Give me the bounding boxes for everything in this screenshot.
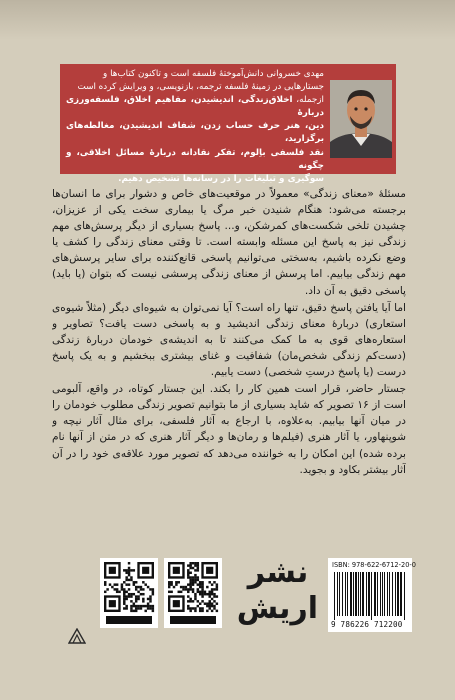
author-portrait-icon [330,80,392,158]
author-book-list: نقد فلسفی باِلوم، تفکر نقادانه دربارهٔ مسائل اخلاقی، و چگونه [66,147,324,171]
barcode-digits: 9 786226 712200 [331,620,403,629]
qr-code-b [164,558,222,628]
isbn-label: ISBN: 978-622-6712-20-0 [332,561,416,569]
qr-code-icon [100,558,158,628]
publisher-name-line2: اریش [236,591,318,626]
qr-code-a [100,558,158,628]
author-bio-line [66,173,324,186]
author-bio-line [66,120,324,146]
isbn-barcode [328,558,416,632]
publisher-name-line1: نشر [247,555,309,590]
shelf-shadow [0,0,455,40]
author-bio-line: مهدی خسروانی دانش‌آموختهٔ فلسفه است و تاکنون کتاب‌ها و [103,69,324,79]
author-photo [330,80,392,158]
blurb-paragraph-3: جستار حاضر، قرار است همین کار را بکند. این جستار کوتاه، در واقع، آلبومی است از ۱۶ تصویر که شاید بسیاری از ما بتوانیم تصویر زندگی مطلوب خودمان را در میان آنها بیابیم. به‌علاوه، با ارجاع به آثار فلسفی، برای مثال آثار نیچه و شوپنهاور، یا آثار هنری (فیلم‌ها و رمان‌ها و دیگر آثار هنری که در متن از آنها نام برده شده) این امکان را به خواننده می‌دهد که تصویر مورد علاقه‌ی خود را در آن آثار بیشتر بکاود و بجوید. [52,383,406,476]
author-book-list: دین، هنر حرف حساب زدن، شفاف اندیشیدن، مغالطه‌های برگزارید، [66,121,324,145]
author-bio-line: جستارهایی در زمینهٔ فلسفه ترجمه، بازنویسی، و ویرایش کرده است [77,82,324,93]
author-bio-line [66,147,324,173]
publisher-emblem-icon [68,628,86,644]
blurb-text [52,186,406,552]
barcode-icon [330,572,410,620]
author-bio-text: ازجمله، [292,95,324,106]
author-bio [66,68,324,184]
blurb-paragraph-1: مسئلهٔ «معنای زندگی» معمولاً در موقعیت‌های خاص و دشوار برای ما انسان‌ها برجسته می‌شود: هنگام شنیدن خبر مرگ یا بیماری سخت یکی از عزیزان، چشیدن تلخی شکست‌های کمرشکن، و... پاسخ بسیاری از دیگر پرسش‌های مهم زندگی نیز به پاسخ این مسئله وابسته است. تا وقتی معنای زندگی را کشف یا وضع نکرده باشیم، به‌سختی می‌توانیم پاسخی قانع‌کننده برای سایر پرسش‌های مهم زندگی بیابیم. اما پرسش از معنای زندگی پرسشی نیست که بتوان (یا باید) پاسخی دقیق به آن داد. [52,188,406,297]
blurb-paragraph-2: اما آیا یافتن پاسخ دقیق، تنها راه است؟ آیا نمی‌توان به شیوه‌ای دیگر (مثلاً شیوه‌ی استعاری) دربارهٔ معنای زندگی اندیشید و به پاسخی دست یافت؟ تصاویر و استعاره‌های قوی به ما کمک می‌کنند تا به اندیشه‌ی خودمان دربارهٔ زندگی (دست‌کم زندگی شخص‌مان) شفافیت و غنای بیشتری ببخشیم و به یک پاسخ درست (یا پاسخ درستِ شخصی) دست یابیم. [52,301,406,379]
author-book-list: سوگیری و تبلیغات را در رسانه‌ها تشخیص دهیم. [118,173,324,184]
author-book-list: اخلاق‌زندگی، اندیشیدن، مفاهیم اخلاق، فلسفه‌ورزی دربارهٔ [66,95,324,119]
author-bio-line [66,94,324,120]
publisher-logo-text [238,556,318,636]
qr-code-icon [164,558,222,628]
